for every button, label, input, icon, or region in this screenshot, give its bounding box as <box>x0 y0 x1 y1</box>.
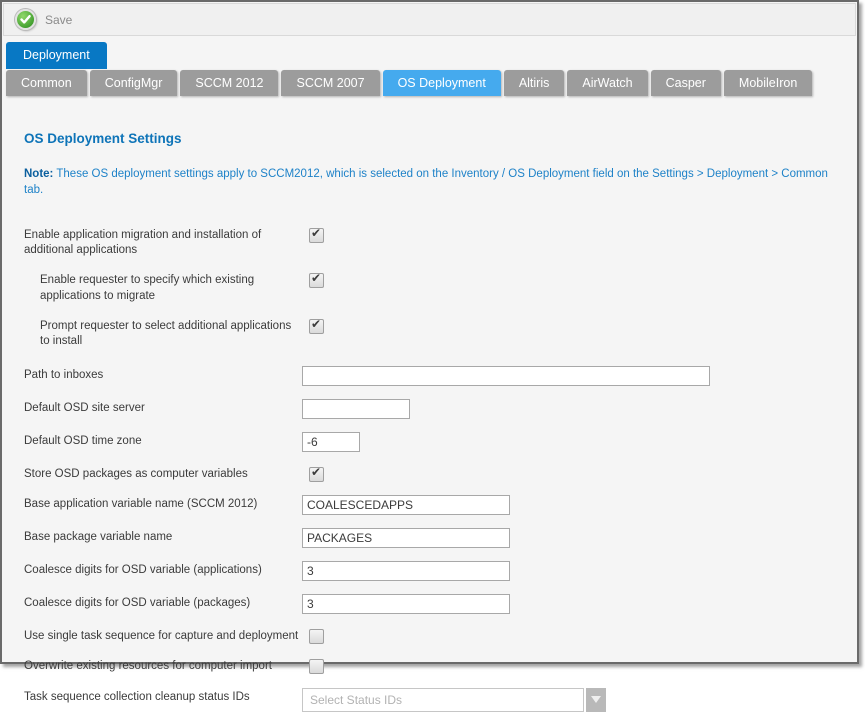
path-to-inboxes-input[interactable] <box>302 366 710 386</box>
tab-common[interactable]: Common <box>6 70 87 96</box>
form-row-coalesce-digits-packages <box>24 594 837 614</box>
overwrite-resources-checkbox[interactable] <box>309 659 324 674</box>
tab-configmgr[interactable]: ConfigMgr <box>90 70 178 96</box>
field-label: Default OSD site server <box>24 402 145 415</box>
field-label: Base application variable name (SCCM 2012) <box>24 498 258 511</box>
form-row-store-osd-packages <box>24 465 837 482</box>
settings-form <box>24 226 837 712</box>
tab-os-deployment[interactable]: OS Deployment <box>383 70 501 96</box>
dropdown-value: Select Status IDs <box>302 688 584 712</box>
primary-tab-bar <box>2 42 857 69</box>
field-label: Coalesce digits for OSD variable (applications) <box>24 564 262 577</box>
field-label: Coalesce digits for OSD variable (packages) <box>24 597 251 610</box>
form-row-single-task-sequence <box>24 627 837 644</box>
form-row-base-package-variable <box>24 528 837 548</box>
save-button[interactable] <box>15 9 72 30</box>
field-label: Task sequence collection cleanup status IDs <box>24 690 250 703</box>
task-sequence-cleanup-dropdown[interactable] <box>302 688 606 712</box>
form-row-task-sequence-cleanup <box>24 688 837 712</box>
field-label: Store OSD packages as computer variables <box>24 468 248 481</box>
field-label: Base package variable name <box>24 531 173 544</box>
coalesce-digits-packages-input[interactable] <box>302 594 510 614</box>
note-text <box>24 167 837 198</box>
enable-requester-migrate-checkbox[interactable] <box>309 273 324 288</box>
field-label: Enable requester to specify which existing applications to migrate <box>40 274 255 302</box>
tab-altiris[interactable]: Altiris <box>504 70 565 96</box>
field-label: Prompt requester to select additional applications to install <box>40 319 292 347</box>
default-osd-site-server-input[interactable] <box>302 399 410 419</box>
field-label: Overwrite existing resources for computer import <box>24 660 272 673</box>
field-label: Path to inboxes <box>24 369 104 382</box>
secondary-tab-bar <box>2 70 857 96</box>
tab-sccm-2007[interactable]: SCCM 2007 <box>281 70 379 96</box>
store-osd-packages-checkbox[interactable] <box>309 467 324 482</box>
form-row-base-application-variable <box>24 495 837 515</box>
field-label: Default OSD time zone <box>24 435 142 448</box>
tab-casper[interactable]: Casper <box>651 70 721 96</box>
enable-app-migration-checkbox[interactable] <box>309 228 324 243</box>
toolbar <box>3 3 856 36</box>
form-row-path-to-inboxes <box>24 366 837 386</box>
page-title: OS Deployment Settings <box>24 131 182 146</box>
form-row-default-osd-time-zone <box>24 432 837 452</box>
form-row-prompt-requester-install <box>24 317 837 349</box>
field-label: Use single task sequence for capture and deployment <box>24 630 299 643</box>
form-row-enable-app-migration <box>24 226 837 258</box>
coalesce-digits-applications-input[interactable] <box>302 561 510 581</box>
tab-sccm-2012[interactable]: SCCM 2012 <box>180 70 278 96</box>
tab-mobileiron[interactable]: MobileIron <box>724 70 812 96</box>
default-osd-time-zone-input[interactable] <box>302 432 360 452</box>
form-row-overwrite-resources <box>24 657 837 674</box>
note-label: Note: <box>24 168 54 180</box>
save-button-label: Save <box>45 12 73 27</box>
save-check-icon <box>15 9 36 30</box>
note-body: These OS deployment settings apply to SCCM2012, which is selected on the Inventory / OS Deployment field on the Settings > Deployment > Common tab. <box>24 168 828 196</box>
single-task-sequence-checkbox[interactable] <box>309 629 324 644</box>
tab-deployment[interactable]: Deployment <box>6 42 107 69</box>
form-row-coalesce-digits-applications <box>24 561 837 581</box>
base-package-variable-input[interactable] <box>302 528 510 548</box>
form-row-default-osd-site-server <box>24 399 837 419</box>
tab-airwatch[interactable]: AirWatch <box>567 70 647 96</box>
base-application-variable-input[interactable] <box>302 495 510 515</box>
form-row-enable-requester-migrate <box>24 271 837 303</box>
prompt-requester-install-checkbox[interactable] <box>309 319 324 334</box>
main-content <box>2 96 857 712</box>
field-label: Enable application migration and installation of additional applications <box>24 229 262 257</box>
chevron-down-icon[interactable] <box>586 688 606 712</box>
